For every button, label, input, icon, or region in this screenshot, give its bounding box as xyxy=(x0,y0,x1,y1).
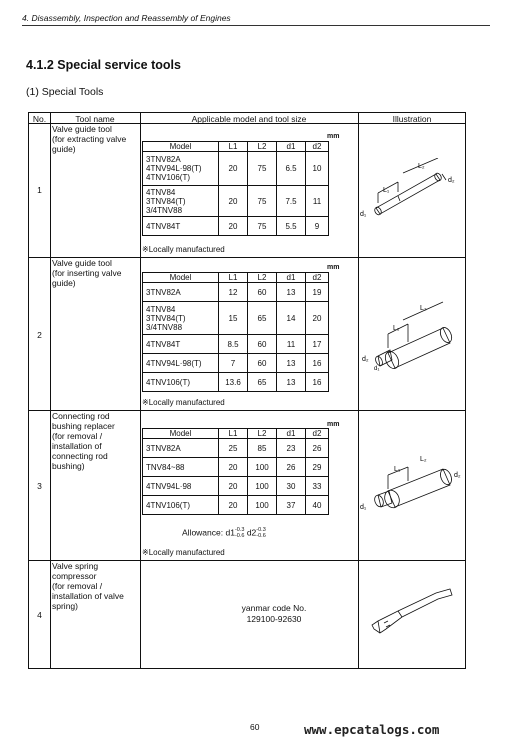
size-model: 3TNV82A 4TNV94L·98(T) 4TNV106(T) xyxy=(143,152,219,186)
allowance-d2-lower: -0.6 xyxy=(256,533,266,539)
figure-l1-label: L₁ xyxy=(394,466,401,473)
yanmar-code-number: 129100-92630 xyxy=(246,614,302,624)
yanmar-code-label: yanmar code No. xyxy=(241,603,307,613)
size-d1: 23 xyxy=(277,439,306,458)
allowance-d1-lower: -0.6 xyxy=(234,533,245,539)
allowance-d1: d1 xyxy=(225,527,235,538)
size-header-model: Model xyxy=(143,273,219,283)
valve-spring-compressor-illustration xyxy=(358,581,466,641)
size-d1: 13 xyxy=(277,354,306,373)
section-title: 4.1.2 Special service tools xyxy=(26,58,181,72)
size-l1: 12 xyxy=(219,283,248,302)
allowance-label: Allowance: xyxy=(182,527,224,538)
size-table xyxy=(142,141,329,236)
size-header-l2: L2 xyxy=(248,142,277,152)
row-number: 3 xyxy=(37,481,42,491)
allowance-note xyxy=(182,527,266,539)
row-number: 1 xyxy=(37,185,42,195)
header-rule xyxy=(22,25,490,26)
size-l1: 20 xyxy=(219,152,248,186)
size-d1: 26 xyxy=(277,458,306,477)
size-d2: 10 xyxy=(306,152,329,186)
size-l2: 60 xyxy=(248,354,277,373)
size-model: 4TNV84T xyxy=(143,217,219,236)
size-model: 4TNV84 3TNV84(T) 3/4TNV88 xyxy=(143,302,219,335)
valve-guide-installer-illustration xyxy=(358,298,466,378)
size-l2: 85 xyxy=(248,439,277,458)
col-divider xyxy=(140,113,141,668)
size-d2: 17 xyxy=(306,335,329,354)
size-model: 4TNV106(T) xyxy=(143,373,219,392)
size-header-d2: d2 xyxy=(306,142,329,152)
size-l2: 75 xyxy=(248,186,277,217)
figure-d1-label: d₁ xyxy=(374,366,380,372)
size-l2: 65 xyxy=(248,302,277,335)
figure-d1-label: d₁ xyxy=(360,504,367,511)
size-d2: 26 xyxy=(306,439,329,458)
size-table xyxy=(142,272,329,392)
size-header-model: Model xyxy=(143,142,219,152)
size-model: 3TNV82A xyxy=(143,283,219,302)
size-header-l1: L1 xyxy=(219,273,248,283)
size-model: 3TNV82A xyxy=(143,439,219,458)
section-subtitle: (1) Special Tools xyxy=(26,86,104,98)
chapter-header: 4. Disassembly, Inspection and Reassembly of Engines xyxy=(22,13,231,23)
size-l2: 100 xyxy=(248,496,277,515)
col-divider xyxy=(50,113,51,668)
size-header-d2: d2 xyxy=(306,429,329,439)
size-l2: 75 xyxy=(248,217,277,236)
tools-table xyxy=(28,112,466,669)
yanmar-code xyxy=(219,603,329,625)
size-l2: 65 xyxy=(248,373,277,392)
size-d2: 40 xyxy=(306,496,329,515)
size-l1: 15 xyxy=(219,302,248,335)
figure-d2-label: d₂ xyxy=(454,472,461,479)
figure-l1-label: L₁ xyxy=(393,325,400,332)
size-model: 4TNV94L·98(T) xyxy=(143,354,219,373)
allowance-d2: d2 xyxy=(246,527,257,538)
size-model: 4TNV94L·98 xyxy=(143,477,219,496)
figure-l2-label: L₂ xyxy=(418,163,425,170)
size-d2: 9 xyxy=(306,217,329,236)
unit-label: mm xyxy=(327,421,340,428)
size-d2: 20 xyxy=(306,302,329,335)
size-model: 4TNV84T xyxy=(143,335,219,354)
valve-guide-extractor-illustration xyxy=(358,158,466,228)
size-l1: 7 xyxy=(219,354,248,373)
size-l1: 25 xyxy=(219,439,248,458)
size-l1: 8.5 xyxy=(219,335,248,354)
tool-name: Valve guide tool (for extracting valve guide) xyxy=(52,124,127,154)
size-header-d2: d2 xyxy=(306,273,329,283)
size-header-l1: L1 xyxy=(219,142,248,152)
size-l1: 13.6 xyxy=(219,373,248,392)
figure-d2-label: d₂ xyxy=(362,356,369,363)
unit-label: mm xyxy=(327,264,340,271)
unit-label: mm xyxy=(327,133,340,140)
size-l2: 75 xyxy=(248,152,277,186)
size-l1: 20 xyxy=(219,496,248,515)
size-model: TNV84~88 xyxy=(143,458,219,477)
header-illustration: Illustration xyxy=(392,114,432,124)
bushing-replacer-illustration xyxy=(358,453,466,518)
size-l2: 100 xyxy=(248,477,277,496)
size-d1: 6.5 xyxy=(277,152,306,186)
figure-l1-label: L₁ xyxy=(383,187,390,194)
row-number: 2 xyxy=(37,330,42,340)
locally-manufactured-note: ※Locally manufactured xyxy=(142,548,225,557)
size-l1: 20 xyxy=(219,217,248,236)
figure-d1-label: d₁ xyxy=(360,211,367,218)
size-header-l2: L2 xyxy=(248,273,277,283)
size-table xyxy=(142,428,329,515)
size-d1: 14 xyxy=(277,302,306,335)
size-d2: 16 xyxy=(306,354,329,373)
size-l2: 100 xyxy=(248,458,277,477)
size-d1: 7.5 xyxy=(277,186,306,217)
size-d1: 5.5 xyxy=(277,217,306,236)
figure-d2-label: d₂ xyxy=(448,177,455,184)
size-header-d1: d1 xyxy=(277,273,306,283)
size-model: 4TNV84 3TNV84(T) 3/4TNV88 xyxy=(143,186,219,217)
size-header-d1: d1 xyxy=(277,142,306,152)
figure-l2-label: L₂ xyxy=(420,456,427,463)
tool-name: Connecting rod bushing replacer (for removal / installation of connecting rod bushing) xyxy=(52,411,115,471)
row-number: 4 xyxy=(37,610,42,620)
size-model: 4TNV106(T) xyxy=(143,496,219,515)
watermark: www.epcatalogs.com xyxy=(304,722,440,737)
size-l1: 20 xyxy=(219,458,248,477)
header-tool-name: Tool name xyxy=(75,114,115,124)
size-l1: 20 xyxy=(219,186,248,217)
size-d1: 13 xyxy=(277,373,306,392)
size-d1: 30 xyxy=(277,477,306,496)
size-d2: 33 xyxy=(306,477,329,496)
tool-name: Valve spring compressor (for removal / installation of valve spring) xyxy=(52,561,124,611)
size-l1: 20 xyxy=(219,477,248,496)
size-d1: 11 xyxy=(277,335,306,354)
size-header-d1: d1 xyxy=(277,429,306,439)
size-l2: 60 xyxy=(248,335,277,354)
tool-name: Valve guide tool (for inserting valve guide) xyxy=(52,258,122,288)
size-header-l2: L2 xyxy=(248,429,277,439)
size-header-l1: L1 xyxy=(219,429,248,439)
size-d1: 37 xyxy=(277,496,306,515)
size-d2: 11 xyxy=(306,186,329,217)
allowance-d2-upper: -0.3 xyxy=(256,527,266,533)
header-no: No. xyxy=(32,114,47,124)
size-l2: 60 xyxy=(248,283,277,302)
size-d2: 29 xyxy=(306,458,329,477)
locally-manufactured-note: ※Locally manufactured xyxy=(142,245,225,254)
size-d1: 13 xyxy=(277,283,306,302)
header-model-size: Applicable model and tool size xyxy=(191,114,307,124)
size-d2: 16 xyxy=(306,373,329,392)
figure-l2-label: L₂ xyxy=(420,305,427,312)
page-number: 60 xyxy=(250,722,260,732)
allowance-d1-upper: -0.3 xyxy=(234,527,245,533)
locally-manufactured-note: ※Locally manufactured xyxy=(142,398,225,407)
size-header-model: Model xyxy=(143,429,219,439)
size-d2: 19 xyxy=(306,283,329,302)
